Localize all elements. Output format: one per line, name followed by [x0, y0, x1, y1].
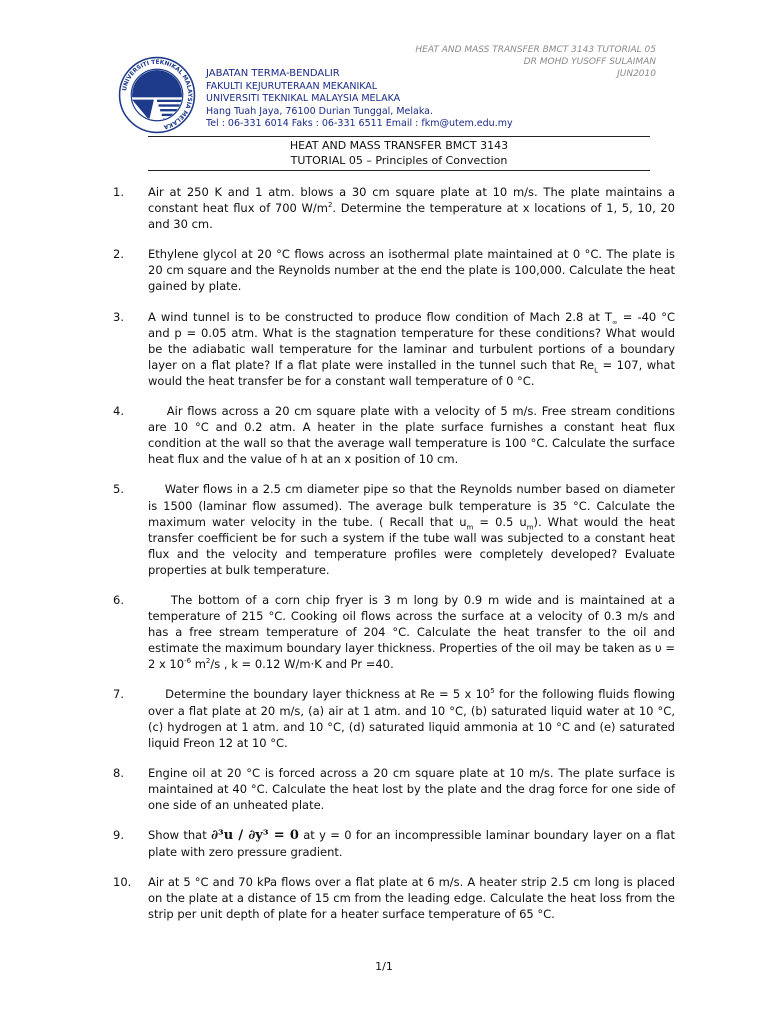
question-number: 6.: [113, 592, 124, 607]
question-text: Ethylene glycol at 20 °C flows across an isothermal plate maintained at 0 °C. The plate is 20 cm square and the Reynolds number at the end the plate is 100,000. Calculate the heat gained by plate.: [148, 247, 675, 294]
question-item: [113, 481, 679, 578]
question-number: 10.: [113, 875, 132, 890]
running-header-lecturer: DR MOHD YUSOFF SULAIMAN: [523, 57, 656, 67]
question-item: [113, 246, 675, 294]
question-text: The bottom of a corn chip fryer is 3 m long by 0.9 m wide and is maintained at a temperature of 215 °C. Cooking oil flows across the surface at a velocity of 0.3 m/s and has a free stream temperature of 204 °C. Calculate the heat transfer to the oil and estimate the maximum boundary layer thickness. Properties of the oil may be taken as υ = 2 x $10^{-6}$ $m^2/s$ , k = 0.12 W/m·K and Pr =40.: [148, 592, 679, 672]
question-item: [113, 184, 675, 232]
letterhead-faculty: FAKULTI KEJURUTERAAN MEKANIKAL: [206, 80, 378, 92]
question-number: 3.: [113, 309, 124, 324]
question-text: Water flows in a 2.5 cm diameter pipe so that the Reynolds number based on diameter is 1500 (laminar flow assumed). The average bulk temperature is 35 °C. Calculate the maximum water velocity in the tube. ( Recall that $u_m = 0.5$ $u_m$). What would the heat transfer coefficient be for such a system if the tube wall was subjected to a constant heat flux and the velocity and temperature profiles were completely developed? Evaluate properties at bulk temperature.: [148, 482, 679, 577]
question-item: [113, 309, 675, 389]
running-header-date: JUN2010: [617, 69, 656, 79]
question-number: 9.: [113, 828, 124, 843]
question-text: Air at 250 K and 1 atm. blows a 30 cm square plate at 10 m/s. The plate maintains a constant heat flux of 700 $W/m^2$. Determine the temperature at x locations of 1, 5, 10, 20 and 30 cm.: [148, 185, 675, 232]
question-text: Determine the boundary layer thickness at Re = 5 x $10^5$ for the following fluids flowing over a flat plate at 20 m/s, (a) air at 1 atm. and 10 °C, (b) saturated liquid water at 10 °C, (c) hydrogen at 1 atm. and 10 °C, (d) saturated liquid ammonia at 10 °C and (e) saturated liquid Freon 12 at 10 °C.: [148, 687, 679, 750]
title-tutorial: TUTORIAL 05 – Principles of Convection: [290, 154, 508, 167]
page-number: 1/1: [375, 960, 393, 973]
question-item: [113, 592, 679, 672]
header-rule-top: [148, 136, 650, 137]
running-header-course: HEAT AND MASS TRANSFER BMCT 3143 TUTORIAL 05: [415, 45, 656, 55]
document-title: [148, 138, 650, 168]
question-number: 8.: [113, 765, 124, 780]
question-list: [113, 184, 679, 937]
math-expression: ∂³u / ∂y³ = 0: [211, 828, 299, 844]
question-number: 5.: [113, 482, 124, 497]
logo-ring-textpath: UNIVERSITI TEKNIKAL MALAYSIA MELAKA: [122, 59, 193, 130]
title-course: HEAT AND MASS TRANSFER BMCT 3143: [289, 139, 509, 152]
question-number: 4.: [113, 404, 124, 419]
letterhead: [206, 68, 513, 131]
question-item: [113, 827, 675, 860]
letterhead-contact: Tel : 06-331 6014 Faks : 06-331 6511 Email : fkm@utem.edu.my: [206, 118, 513, 129]
letterhead-university: UNIVERSITI TEKNIKAL MALAYSIA MELAKA: [206, 93, 401, 104]
university-logo: [118, 56, 196, 134]
question-text: Air flows across a 20 cm square plate with a velocity of 5 m/s. Free stream conditions are 10 °C and 0.2 atm. A heater in the plate surface furnishes a constant heat flux condition at the wall so that the average wall temperature is 100 °C. Calculate the surface heat flux and the value of h at an x position of 10 cm.: [148, 404, 679, 467]
question-number: 1.: [113, 185, 124, 199]
question-number: 2.: [113, 247, 124, 262]
question-number: 7.: [113, 687, 124, 702]
letterhead-department: JABATAN TERMA-BENDALIR: [206, 68, 340, 79]
question-text: Engine oil at 20 °C is forced across a 20 cm square plate at 10 m/s. The plate surface is maintained at 40 °C. Calculate the heat lost by the plate and the drag force for one side of one side of an unheated plate.: [148, 765, 675, 812]
question-text: A wind tunnel is to be constructed to produce flow condition of Mach 2.8 at $T_\infty = -40$ °C and p = 0.05 atm. What is the stagnation temperature for these conditions? What would be the adiabatic wall temperature for the laminar and turbulent portions of a boundary layer on a flat plate? If a flat plate were installed in the tunnel such that $Re_L = 107$, what would the heat transfer be for a constant wall temperature of 0 °C.: [148, 309, 676, 388]
question-text: Show that ∂³u / ∂y³ = 0 at y = 0 for an incompressible laminar boundary layer on a flat plate with zero pressure gradient.: [148, 828, 675, 860]
question-item: [113, 874, 675, 922]
question-item: [113, 765, 675, 813]
question-text: Air at 5 °C and 70 kPa flows over a flat plate at 6 m/s. A heater strip 2.5 cm long is placed on the plate at a distance of 15 cm from the leading edge. Calculate the heat loss from the strip per unit depth of plate for a heater surface temperature of 65 °C.: [148, 875, 675, 922]
question-item: [113, 686, 679, 750]
header-rule-bottom: [148, 170, 650, 171]
question-item: [113, 403, 679, 467]
letterhead-address: Hang Tuah Jaya, 76100 Durian Tunggal, Melaka.: [206, 105, 434, 117]
